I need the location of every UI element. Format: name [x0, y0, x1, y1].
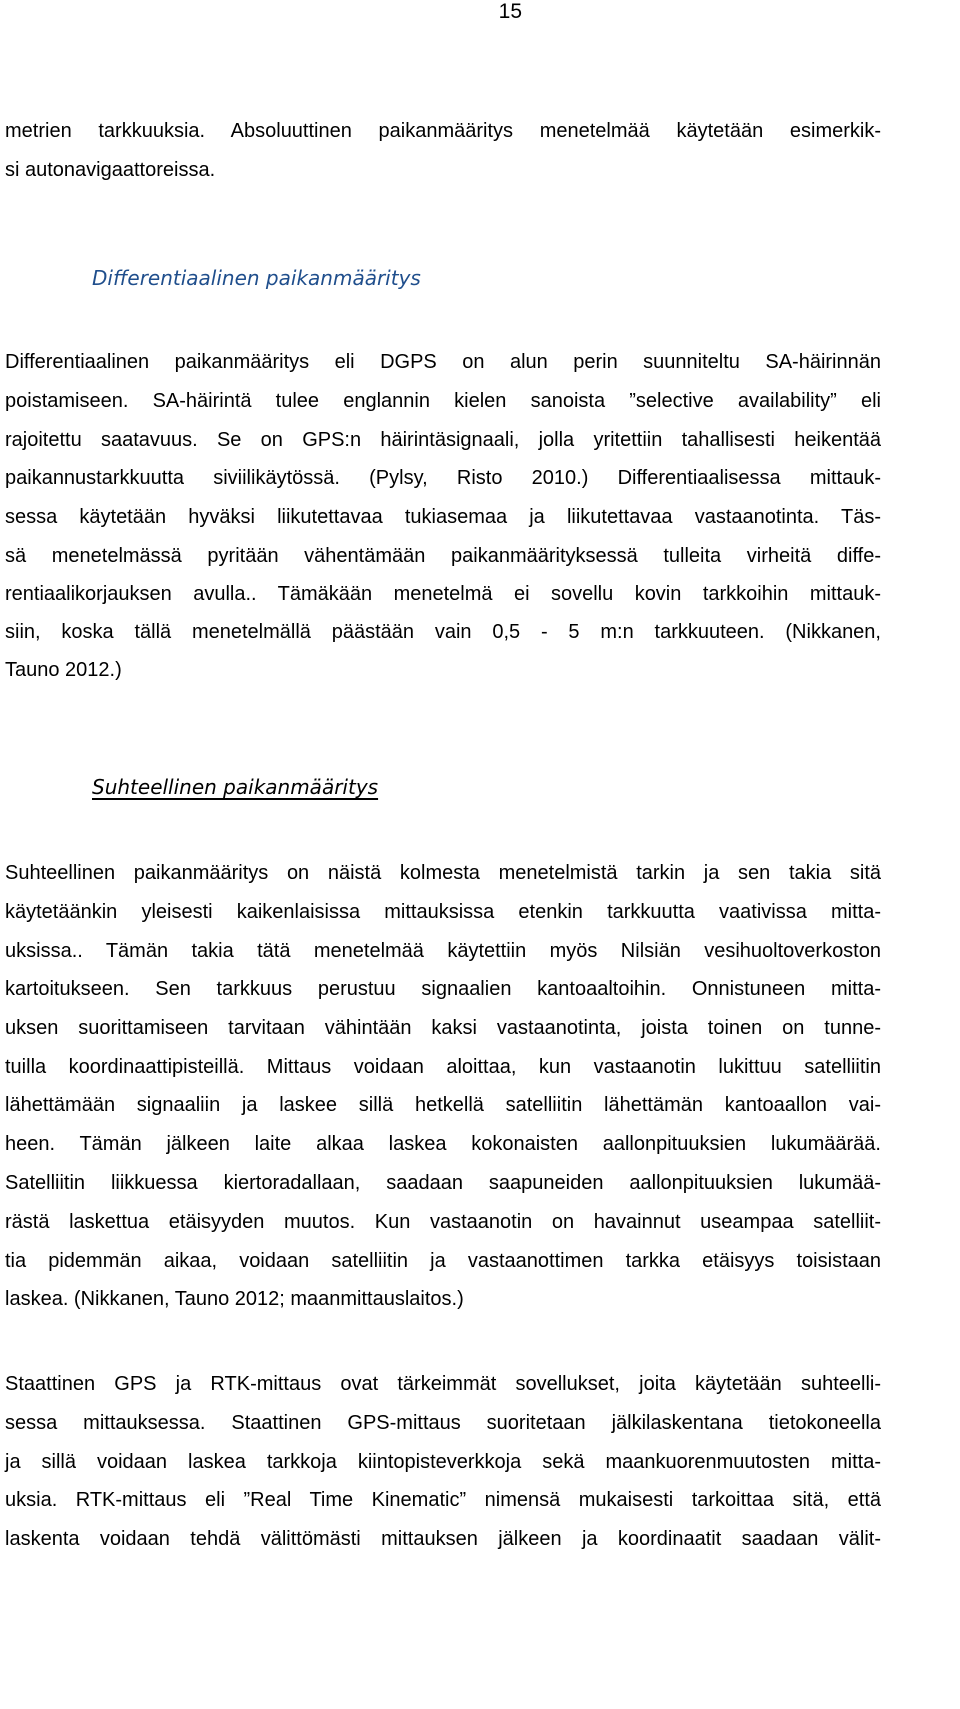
text-line: uksissa.. Tämän takia tätä menetelmää käytettiin myös Nilsiän vesihuoltoverkoston — [5, 940, 881, 962]
text-line: laskea. (Nikkanen, Tauno 2012; maanmittauslaitos.) — [5, 1288, 464, 1310]
text-line: käytetäänkin yleisesti kaikenlaisissa mittauksissa etenkin tarkkuutta vaativissa mitta- — [5, 901, 881, 923]
text-line: siin, koska tällä menetelmällä päästään vain 0,5 - 5 m:n tarkkuuteen. (Nikkanen, — [5, 621, 881, 643]
text-line: rajoitettu saatavuus. Se on GPS:n häirintäsignaali, jolla yritettiin tahallisesti heikentää — [5, 429, 881, 451]
text-line: paikannustarkkuutta siviilikäytössä. (Pylsy, Risto 2010.) Differentiaalisessa mittauk- — [5, 467, 881, 489]
text-line: sessa käytetään hyväksi liikutettavaa tukiasemaa ja liikutettavaa vastaanotinta. Täs- — [5, 506, 881, 528]
text-line: tia pidemmän aikaa, voidaan satelliitin ja vastaanottimen tarkka etäisyys toisistaan — [5, 1250, 881, 1272]
text-line: Suhteellinen paikanmääritys on näistä kolmesta menetelmistä tarkin ja sen takia sitä — [5, 862, 881, 884]
text-line: sä menetelmässä pyritään vähentämään paikanmäärityksessä tulleita virheitä diffe- — [5, 545, 881, 567]
text-line: tuilla koordinaattipisteillä. Mittaus voidaan aloittaa, kun vastaanotin lukittuu satelliitin — [5, 1056, 881, 1078]
text-line: sessa mittauksessa. Staattinen GPS-mittaus suoritetaan jälkilaskentana tietokoneella — [5, 1412, 881, 1434]
text-line: Differentiaalinen paikanmääritys eli DGPS on alun perin suunniteltu SA-häirinnän — [5, 351, 881, 373]
section-heading-relative: Suhteellinen paikanmääritys — [92, 775, 379, 799]
page-number: 15 — [498, 0, 522, 23]
text-line: uksen suorittamiseen tarvitaan vähintään kaksi vastaanotinta, joista toinen on tunne- — [5, 1017, 881, 1039]
text-line: ja sillä voidaan laskea tarkkoja kiintopisteverkkoja sekä maankuorenmuutosten mitta- — [5, 1451, 881, 1473]
text-line: uksia. RTK-mittaus eli ”Real Time Kinematic” nimensä mukaisesti tarkoittaa sitä, että — [5, 1489, 881, 1511]
text-line: rästä laskettua etäisyyden muutos. Kun vastaanotin on havainnut useampaa satelliit- — [5, 1211, 881, 1233]
text-line: metrien tarkkuuksia. Absoluuttinen paikanmääritys menetelmää käytetään esimerkik- — [5, 120, 881, 142]
text-line: kartoitukseen. Sen tarkkuus perustuu signaalien kantoaaltoihin. Onnistuneen mitta- — [5, 978, 881, 1000]
text-line: rentiaalikorjauksen avulla.. Tämäkään menetelmä ei sovellu kovin tarkkoihin mittauk- — [5, 583, 881, 605]
text-line: laskenta voidaan tehdä välittömästi mittauksen jälkeen ja koordinaatit saadaan välit- — [5, 1528, 881, 1550]
text-line: si autonavigaattoreissa. — [5, 159, 216, 181]
text-line: heen. Tämän jälkeen laite alkaa laskea kokonaisten aallonpituuksien lukumäärää. — [5, 1133, 881, 1155]
text-line: Staattinen GPS ja RTK-mittaus ovat tärkeimmät sovellukset, joita käytetään suhteelli- — [5, 1373, 881, 1395]
text-line: Satelliitin liikkuessa kiertoradallaan, saadaan saapuneiden aallonpituuksien lukumää- — [5, 1172, 881, 1194]
text-line: Tauno 2012.) — [5, 659, 122, 681]
text-line: lähettämään signaaliin ja laskee sillä hetkellä satelliitin lähettämän kantoaallon vai- — [5, 1094, 881, 1116]
section-heading-dgps: Differentiaalinen paikanmääritys — [92, 266, 421, 290]
text-line: poistamiseen. SA-häirintä tulee englannin kielen sanoista ”selective availability” eli — [5, 390, 881, 412]
